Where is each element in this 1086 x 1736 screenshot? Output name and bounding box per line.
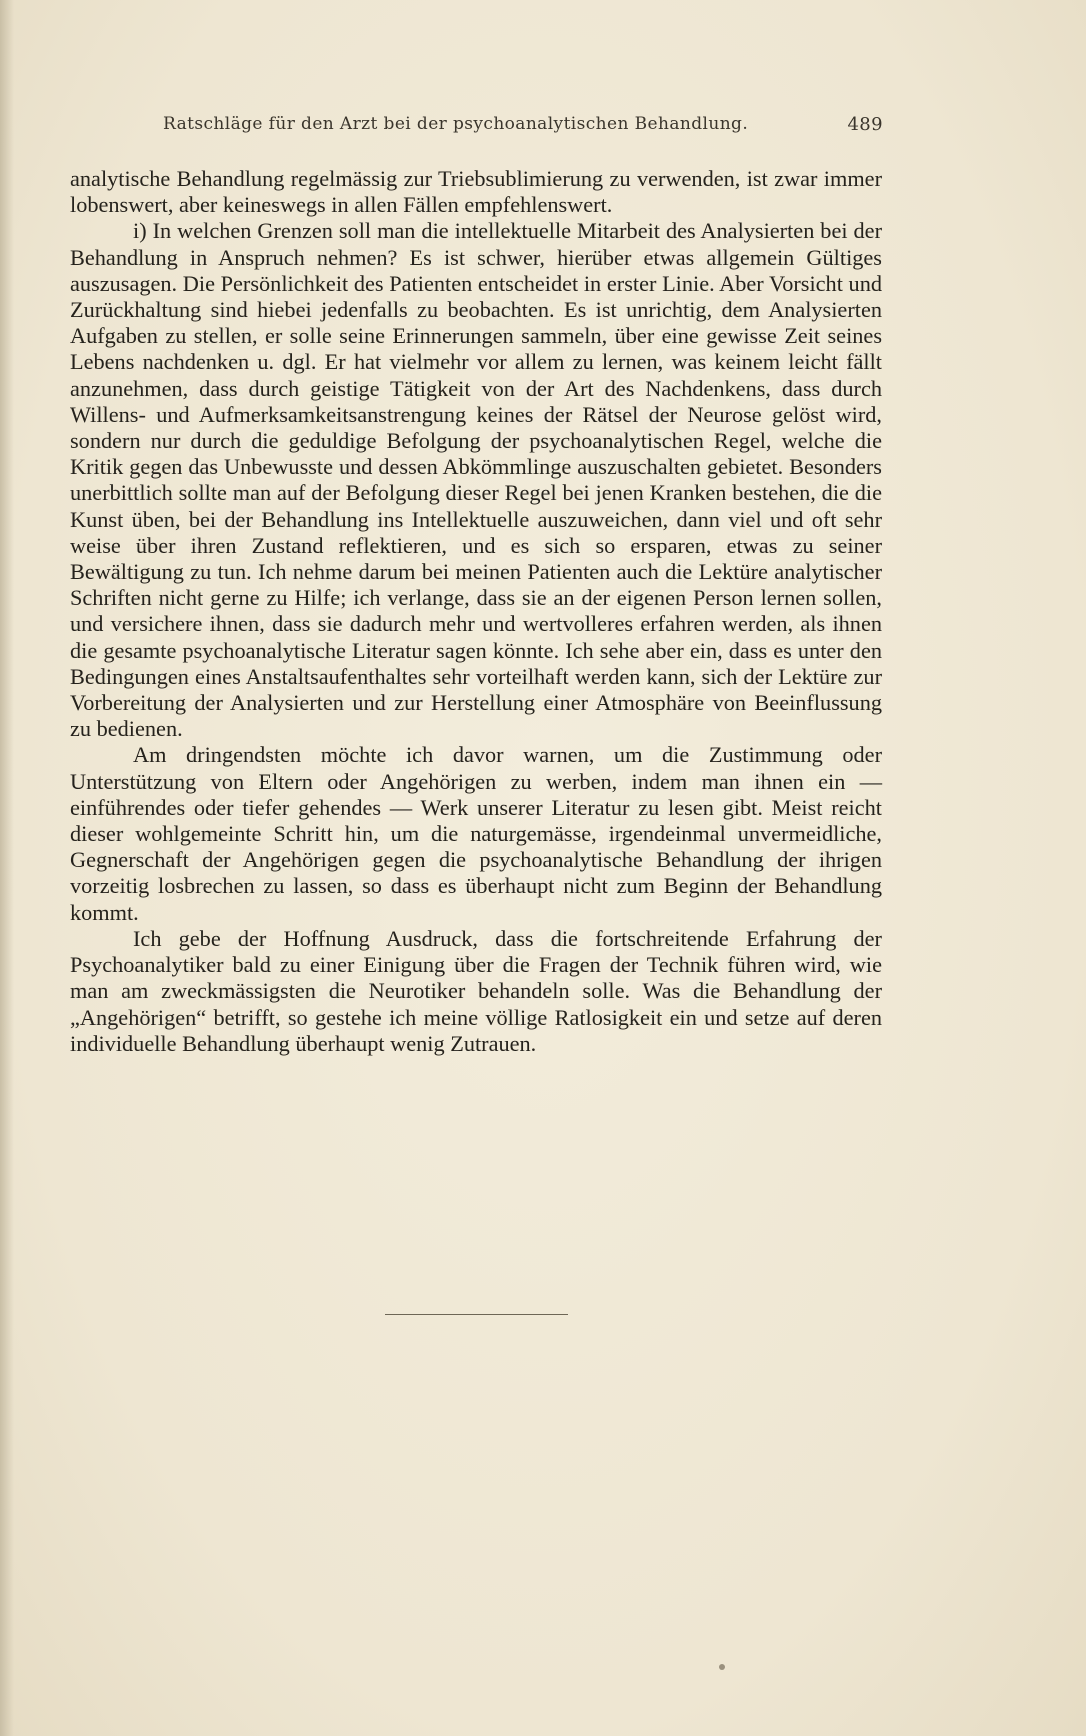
paper-speck <box>719 1664 725 1670</box>
paragraph-relatives-warning: Am dringendsten möchte ich davor warnen, um die Zustimmung oder Unterstützung von Eltern oder Angehörigen zu werben, indem man ihnen ein — einführendes oder tiefer gehendes — Werk unserer Literatur zu lesen gibt. Meist reicht dieser wohlgemeinte Schritt hin, um die naturgemässe, irgendeinmal unvermeidliche, Gegnerschaft der Angehörigen gegen die psychoanalytische Behandlung der ihrigen vorzeitig losbrechen zu lassen, so dass es überhaupt nicht zum Beginn der Behandlung kommt. <box>70 742 882 925</box>
paragraph-intellectual-cooperation: i) In welchen Grenzen soll man die intellektuelle Mitarbeit des Analysierten bei der Behandlung in Anspruch nehmen? Es ist schwer, hierüber etwas allgemein Gültiges auszusagen. Die Persönlichkeit des Patienten entscheidet in erster Linie. Aber Vorsicht und Zurückhaltung sind hiebei jedenfalls zu beobachten. Es ist unrichtig, dem Analysierten Aufgaben zu stellen, er solle seine Erinnerungen sammeln, über eine gewisse Zeit seines Lebens nachdenken u. dgl. Er hat vielmehr vor allem zu lernen, was keinem leicht fällt anzunehmen, dass durch geistige Tätigkeit von der Art des Nachdenkens, dass durch Willens- und Aufmerksamkeitsanstrengung keines der Rätsel der Neurose gelöst wird, sondern nur durch die geduldige Befolgung der psychoanalytischen Regel, welche die Kritik gegen das Unbewusste und dessen Abkömmlinge auszuschalten gebietet. Besonders unerbittlich sollte man auf der Befolgung dieser Regel bei jenen Kranken bestehen, die die Kunst üben, bei der Behandlung ins Intellektuelle auszuweichen, dann viel und oft sehr weise über ihren Zustand reflektieren, und es sich so ersparen, etwas zu seiner Bewältigung zu tun. Ich nehme darum bei meinen Patienten auch die Lektüre analytischer Schriften nicht gerne zu Hilfe; ich verlange, dass sie an der eigenen Person lernen sollen, und versichere ihnen, dass sie dadurch mehr und wertvolleres erfahren werden, als ihnen die gesamte psychoanalytische Literatur sagen könnte. Ich sehe aber ein, dass es unter den Bedingungen eines Anstaltsaufenthaltes sehr vorteilhaft werden kann, sich der Lektüre zur Vorbereitung der Analysierten und zur Herstellung einer Atmosphäre von Beeinflussung zu bedienen. <box>70 218 882 742</box>
paragraph-conclusion: Ich gebe der Hoffnung Ausdruck, dass die fortschreitende Erfahrung der Psychoanalytiker bald zu einer Einigung über die Fragen der Technik führen wird, wie man am zweckmässigsten die Neurotiker behandeln solle. Was die Behandlung der „Angehörigen“ betrifft, so gestehe ich meine völlige Ratlosigkeit ein und setze auf deren individuelle Behandlung überhaupt wenig Zutrauen. <box>70 925 882 1056</box>
end-rule <box>385 1314 568 1315</box>
binding-shadow <box>0 0 14 1736</box>
running-title: Ratschläge für den Arzt bei der psychoanalytischen Behandlung. <box>163 114 749 134</box>
page-number: 489 <box>847 114 883 135</box>
body-text <box>70 166 882 1057</box>
paragraph-continuation: analytische Behandlung regelmässig zur Triebsublimierung zu verwenden, ist zwar immer lobenswert, aber keineswegs in allen Fällen empfehlenswert. <box>70 166 882 218</box>
running-head <box>163 114 883 134</box>
